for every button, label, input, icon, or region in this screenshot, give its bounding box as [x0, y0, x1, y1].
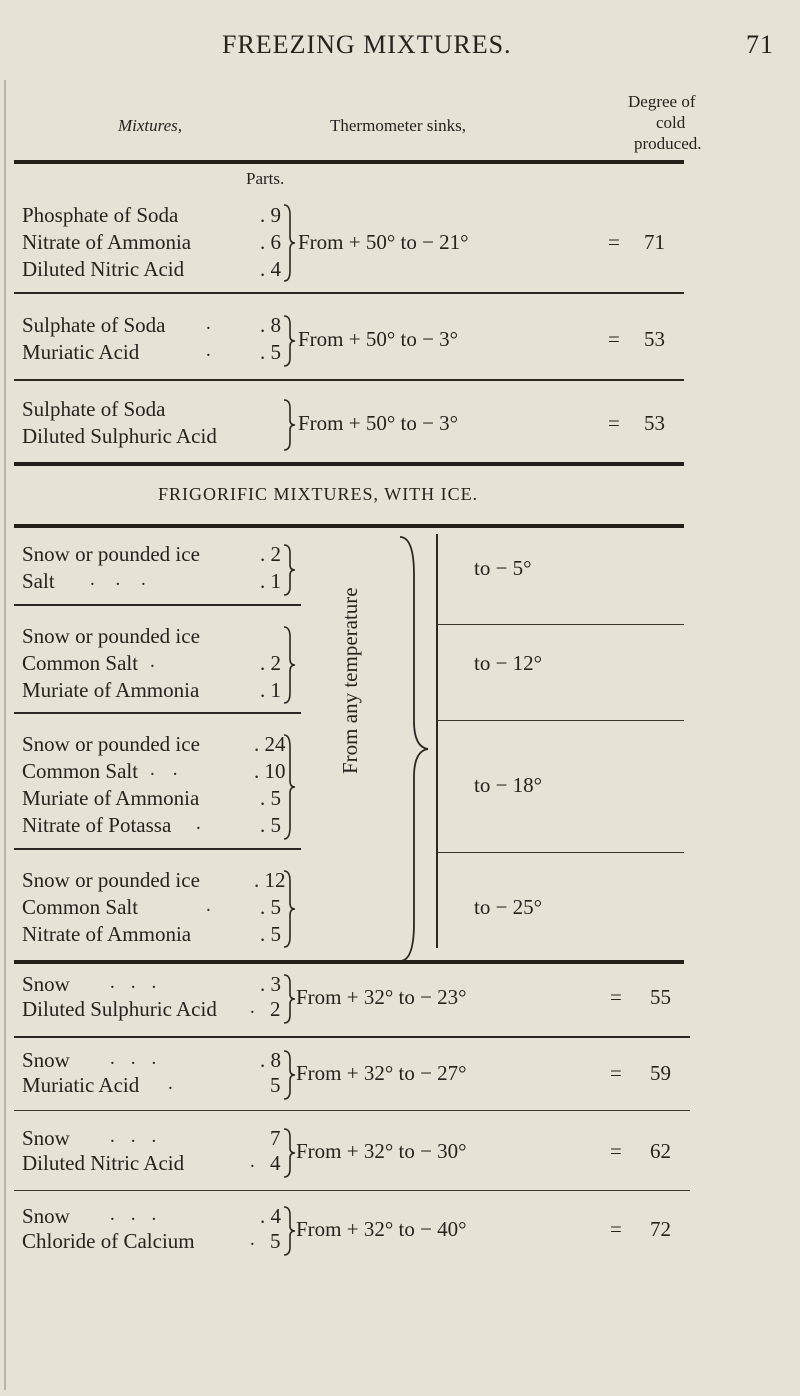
page-edge-shadow — [4, 80, 6, 1390]
thermometer-sinks: From + 32° to − 30° — [296, 1139, 467, 1163]
ingredient-name: Snow — [22, 1204, 70, 1228]
thermometer-sinks: From + 50° to − 3° — [298, 411, 459, 435]
row-divider — [14, 379, 684, 381]
ingredient-name: Sulphate of Soda — [22, 397, 166, 421]
equals-sign: = — [610, 985, 622, 1009]
vertical-label: From any temperature — [338, 587, 362, 774]
row-divider — [14, 1036, 690, 1038]
column-head-degree-line1: Degree of — [628, 92, 696, 111]
ingredient-parts: 5 — [270, 1073, 281, 1097]
degree-of-cold: 53 — [644, 327, 665, 351]
equals-sign: = — [608, 327, 620, 351]
ingredient-parts: 4 — [270, 1204, 281, 1228]
ingredient-parts: 1 — [270, 569, 281, 593]
ingredient-name: Phosphate of Soda — [22, 203, 179, 227]
row-divider — [438, 852, 684, 853]
ingredient-parts: 5 — [270, 813, 281, 837]
degree-of-cold: 55 — [650, 985, 671, 1009]
ingredient-parts: 24 — [264, 732, 286, 756]
degree-of-cold: 71 — [644, 230, 665, 254]
degree-of-cold: 59 — [650, 1061, 671, 1085]
equals-sign: = — [608, 230, 620, 254]
ingredient-parts: 4 — [270, 257, 281, 281]
section-heading: FRIGORIFIC MIXTURES, WITH ICE. — [158, 484, 479, 504]
brace-icon — [282, 1205, 296, 1257]
ingredient-name: Muriate of Ammonia — [22, 786, 200, 810]
ingredient-parts: 5 — [270, 1229, 281, 1253]
temperature-result: to − 18° — [474, 773, 543, 797]
ingredient-name: Diluted Nitric Acid — [22, 1151, 185, 1175]
ingredient-parts: 8 — [270, 313, 281, 337]
ingredient-name: Muriate of Ammonia — [22, 678, 200, 702]
column-divider — [436, 534, 438, 948]
ingredient-parts: 6 — [270, 230, 281, 254]
ingredient-parts: 3 — [270, 972, 281, 996]
thermometer-sinks: From + 50° to − 3° — [298, 327, 459, 351]
thermometer-sinks: From + 32° to − 40° — [296, 1217, 467, 1241]
equals-sign: = — [608, 411, 620, 435]
equals-sign: = — [610, 1217, 622, 1241]
column-head-mixtures: Mixtures, — [118, 116, 183, 135]
ingredient-name: Diluted Sulphuric Acid — [22, 997, 217, 1021]
ingredient-name: Common Salt — [22, 651, 139, 675]
temperature-result: to − 5° — [474, 556, 532, 580]
column-head-degree-line3: produced. — [634, 134, 702, 153]
ingredient-parts: 8 — [270, 1048, 281, 1072]
row-divider — [14, 1190, 690, 1191]
ingredient-name: Snow or pounded ice — [22, 868, 200, 892]
header-rule — [14, 160, 684, 164]
thermometer-sinks: From + 50° to − 21° — [298, 230, 469, 254]
ingredient-name: Common Salt — [22, 759, 139, 783]
ingredient-name: Muriatic Acid — [22, 340, 140, 364]
ingredient-name: Diluted Nitric Acid — [22, 257, 185, 281]
ingredient-parts: 1 — [270, 678, 281, 702]
column-head-thermometer: Thermometer sinks, — [330, 116, 466, 135]
section-rule — [14, 960, 684, 964]
ingredient-parts: 4 — [270, 1151, 281, 1175]
row-divider — [438, 624, 684, 625]
row-divider — [14, 712, 301, 714]
ingredient-parts: 5 — [270, 340, 281, 364]
row-divider — [14, 848, 301, 850]
ingredient-parts: 10 — [264, 759, 286, 783]
row-divider — [14, 292, 684, 294]
section-rule — [14, 462, 684, 466]
ingredient-name: Salt — [22, 569, 55, 593]
degree-of-cold: 62 — [650, 1139, 671, 1163]
row-divider — [14, 1110, 690, 1111]
brace-icon — [282, 869, 296, 949]
ingredient-parts: 2 — [270, 542, 281, 566]
column-head-degree-line2: cold — [656, 113, 686, 132]
brace-icon — [282, 1127, 296, 1179]
ingredient-name: Snow or pounded ice — [22, 624, 200, 648]
ingredient-parts: 2 — [270, 997, 281, 1021]
temperature-result: to − 12° — [474, 651, 543, 675]
degree-of-cold: 72 — [650, 1217, 671, 1241]
thermometer-sinks: From + 32° to − 27° — [296, 1061, 467, 1085]
temperature-result: to − 25° — [474, 895, 543, 919]
ingredient-name: Nitrate of Ammonia — [22, 922, 192, 946]
equals-sign: = — [610, 1139, 622, 1163]
row-divider — [438, 720, 684, 721]
row-divider — [14, 604, 301, 606]
brace-icon — [282, 543, 296, 597]
brace-icon — [282, 733, 296, 841]
brace-icon — [398, 535, 432, 963]
ingredient-name: Muriatic Acid — [22, 1073, 140, 1097]
ingredient-name: Snow or pounded ice — [22, 542, 200, 566]
ingredient-name: Common Salt — [22, 895, 139, 919]
ingredient-name: Sulphate of Soda — [22, 313, 166, 337]
brace-icon — [282, 973, 296, 1025]
parts-label: Parts. — [246, 169, 285, 188]
ingredient-name: Chloride of Calcium — [22, 1229, 195, 1253]
ingredient-parts: 7 — [270, 1126, 281, 1150]
ingredient-name: Snow — [22, 1126, 70, 1150]
brace-icon — [282, 314, 296, 368]
ingredient-parts: 5 — [270, 922, 281, 946]
ingredient-name: Snow or pounded ice — [22, 732, 200, 756]
brace-icon — [282, 398, 296, 452]
ingredient-parts: 2 — [270, 651, 281, 675]
brace-icon — [282, 203, 296, 283]
brace-icon — [282, 1049, 296, 1101]
degree-of-cold: 53 — [644, 411, 665, 435]
thermometer-sinks: From + 32° to − 23° — [296, 985, 467, 1009]
ingredient-name: Nitrate of Ammonia — [22, 230, 192, 254]
ingredient-parts: 5 — [270, 895, 281, 919]
section-rule — [14, 524, 684, 528]
ingredient-parts: 5 — [270, 786, 281, 810]
equals-sign: = — [610, 1061, 622, 1085]
ingredient-name: Snow — [22, 1048, 70, 1072]
ingredient-parts: 9 — [270, 203, 281, 227]
running-head: FREEZING MIXTURES. — [222, 30, 512, 59]
ingredient-name: Snow — [22, 972, 70, 996]
ingredient-parts: 12 — [264, 868, 286, 892]
page-number: 71 — [746, 30, 774, 59]
brace-icon — [282, 625, 296, 705]
ingredient-name: Diluted Sulphuric Acid — [22, 424, 217, 448]
ingredient-name: Nitrate of Potassa — [22, 813, 172, 837]
